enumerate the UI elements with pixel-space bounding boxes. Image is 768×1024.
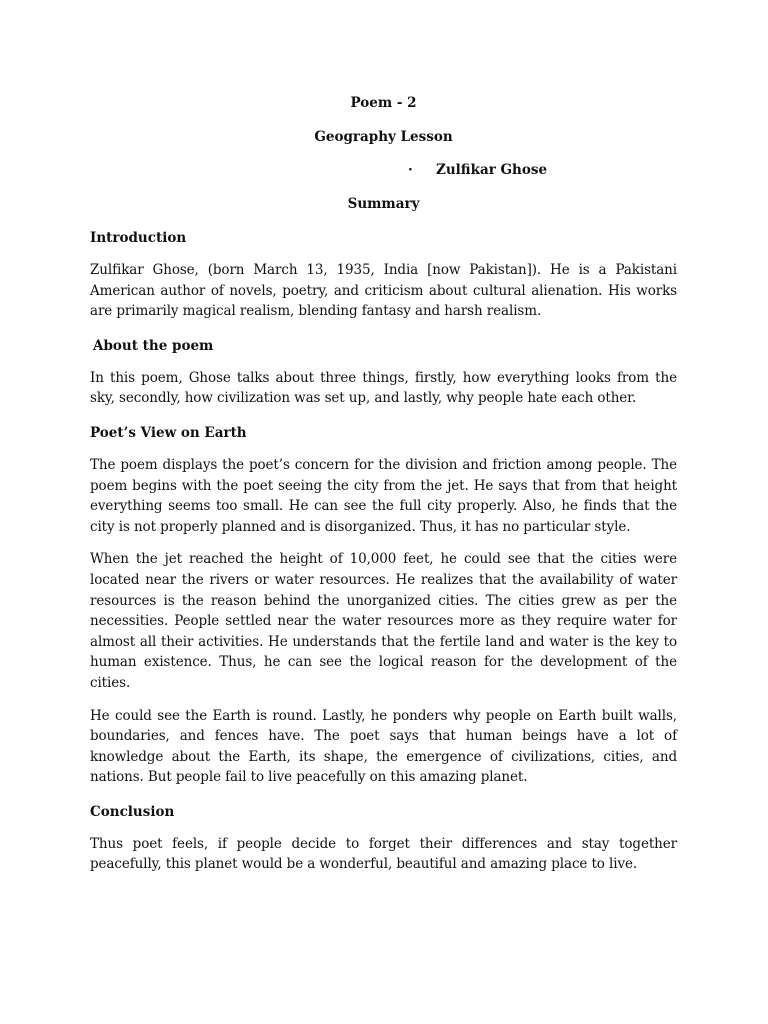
author-name: Zulfikar Ghose — [436, 162, 548, 178]
bullet-icon: · — [408, 162, 413, 178]
section-heading-introduction: Introduction — [90, 230, 187, 246]
conclusion-paragraph: Thus poet feels, if people decide to forget their differences and stay together peacefully, this planet would be a wonderful, beautiful and amazing place to live. — [90, 835, 677, 873]
summary-heading: Summary — [347, 196, 420, 212]
introduction-paragraph: Zulfikar Ghose, (born March 13, 1935, India [now Pakistan]). He is a Pakistani American author of novels, poetry, and criticism about cultural alienation. His works are primarily magical realism, blending fantasy and harsh realism. — [90, 262, 677, 320]
view-paragraph-2: When the jet reached the height of 10,000 feet, he could see that the cities were located near the rivers or water resources. He realizes that the availability of water resources is the reason behind the unorganized cities. The cities grew as per the necessities. People settled near the water resources more as they require water for almost all their activities. He understands that the fertile land and water is the key to human existence. Thus, he can see the logical reason for the development of the cities. — [90, 551, 677, 691]
poem-number: Poem - 2 — [350, 95, 417, 111]
poem-title: Geography Lesson — [314, 129, 453, 145]
about-paragraph: In this poem, Ghose talks about three things, firstly, how everything looks from the sky, secondly, how civilization was set up, and lastly, why people hate each other. — [90, 369, 677, 407]
section-heading-conclusion: Conclusion — [90, 803, 175, 820]
section-heading-poets-view: Poet’s View on Earth — [90, 424, 247, 441]
view-paragraph-3: He could see the Earth is round. Lastly, he ponders why people on Earth built walls, boundaries, and fences have. The poet says that human beings have a lot of knowledge about the Earth, its shape, the emergence of civilizations, cities, and nations. But people fail to live peacefully on this amazing planet. — [90, 707, 677, 786]
section-heading-about-the-poem: About the poem — [93, 337, 214, 354]
view-paragraph-1: The poem displays the poet’s concern for the division and friction among people. The poem begins with the poet seeing the city from the jet. He says that from that height everything seems too small. He can see the full city properly. Also, he finds that the city is not properly planned and is disorganized. Thus, it has no particular style. — [90, 456, 677, 535]
author-line — [90, 160, 677, 180]
